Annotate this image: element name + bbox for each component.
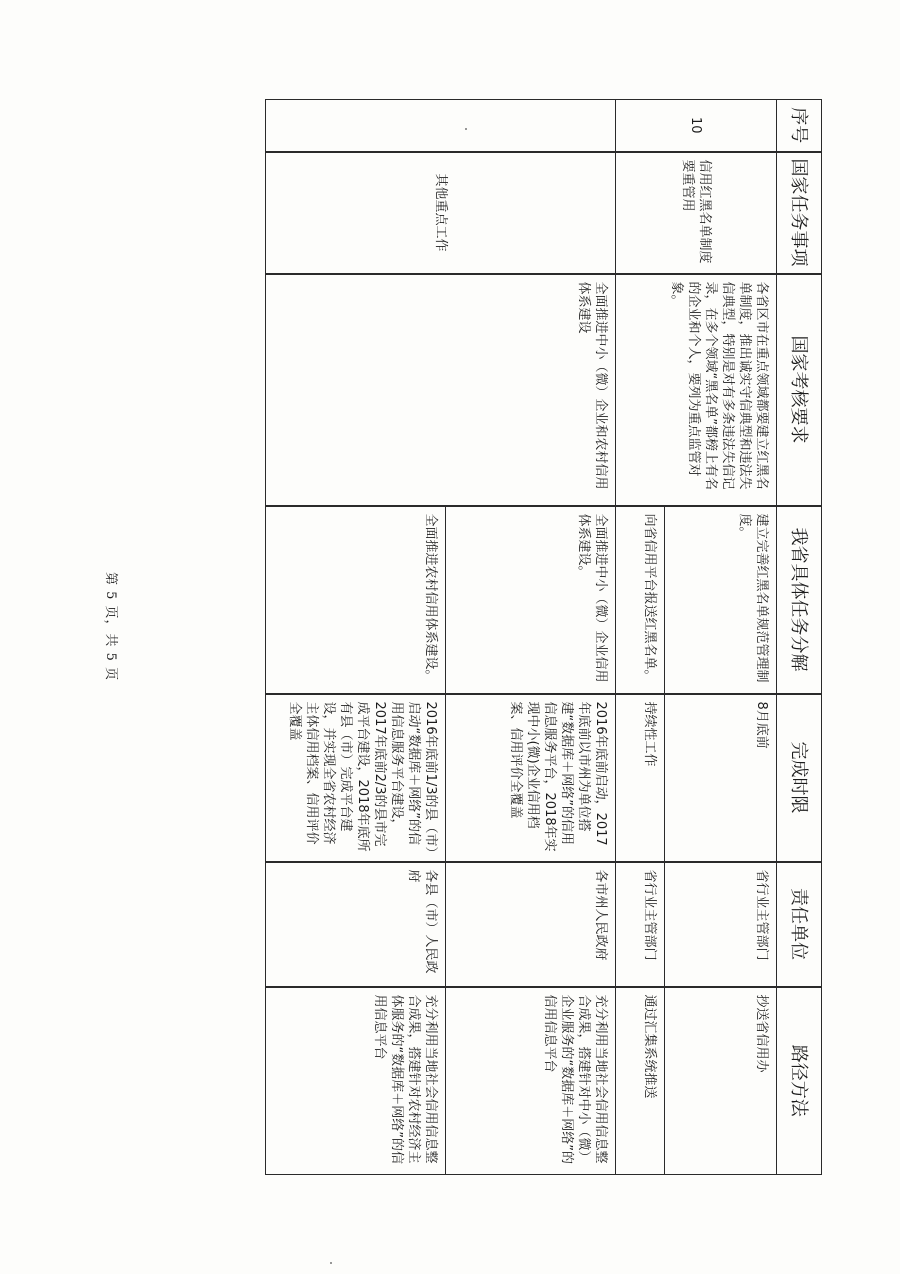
unit-cell: 省行业主管部门 [616, 862, 665, 987]
table-row [665, 100, 777, 1175]
unit-cell: 省行业主管部门 [665, 862, 777, 987]
unit-cell: 各县（市）人民政府 [266, 862, 446, 987]
decomposition-cell: 全面推进中小（微）企业信用体系建设。 [446, 506, 616, 694]
decomposition-cell: 建立完善红黑名单规范管理制度。 [665, 506, 777, 694]
row-number-cell-empty [266, 100, 616, 152]
method-cell: 充分利用当地社会信用信息整合成果，搭建针对中小（微）企业服务的“数据库＋网络”的信用信息平台 [446, 987, 616, 1175]
decomposition-cell: 向省信用平台报送红黑名单。 [616, 506, 665, 694]
table-row [446, 100, 616, 1175]
method-cell: 抄送省信用办 [665, 987, 777, 1175]
header-task: 国家任务事项 [777, 152, 822, 274]
table-header-row [777, 100, 822, 1175]
deadline-cell: 8月底前 [665, 694, 777, 862]
footer-wrapper [102, 572, 122, 712]
row-number-cell [616, 100, 777, 152]
header-deadline: 完成时限 [777, 694, 822, 862]
task-cell: 其他重点工作 [266, 152, 616, 274]
requirement-cell: 各省区市在重点领域都要建立红黑名单制度，推出诚实守信典型和违法失信典型，特别是对有多条违法失信记录，在多个领域“黑名单”都榜上有名的企业和个人，要列为重点监管对象。 [616, 274, 777, 506]
header-method: 路径方法 [777, 987, 822, 1175]
page-footer: 第 5 页，共 5 页 [103, 572, 118, 682]
header-unit: 责任单位 [777, 862, 822, 987]
deadline-cell: 2016年底前1/3的县（市）启动“数据库＋网络”的信用信息服务平台建设，2017年底前2/3的县市完成平台建设，2018年底所有县（市）完成平台建设，并实现全省农村经济主体信用档案、信用评价全覆盖 [266, 694, 446, 862]
method-cell: 通过汇集系统推送 [616, 987, 665, 1175]
method-cell: 充分利用当地社会信用信息整合成果，搭建针对农村经济主体服务的“数据库＋网络”的信用信息平台 [266, 987, 446, 1175]
scan-speck [465, 128, 467, 130]
deadline-cell: 持续性工作 [616, 694, 665, 862]
row-number: 10 [688, 116, 704, 134]
rotated-table-wrapper [267, 99, 822, 1174]
decomposition-cell: 全面推进农村信用体系建设。 [266, 506, 446, 694]
header-decomposition: 我省具体任务分解 [777, 506, 822, 694]
requirement-cell: 全面推进中小（微）企业和农村信用体系建设 [266, 274, 616, 506]
header-number: 序号 [777, 100, 822, 152]
unit-cell: 各市州人民政府 [446, 862, 616, 987]
task-table [265, 99, 822, 1175]
task-cell: 信用红黑名单制度要重管用 [616, 152, 777, 274]
deadline-cell: 2016年底前启动，2017年底前以市州为单位搭建“数据库＋网络”的信用信息服务平台，2018年实现中小(微)企业信用档案、信用评价全覆盖 [446, 694, 616, 862]
header-requirement: 国家考核要求 [777, 274, 822, 506]
scan-speck [330, 1262, 332, 1264]
